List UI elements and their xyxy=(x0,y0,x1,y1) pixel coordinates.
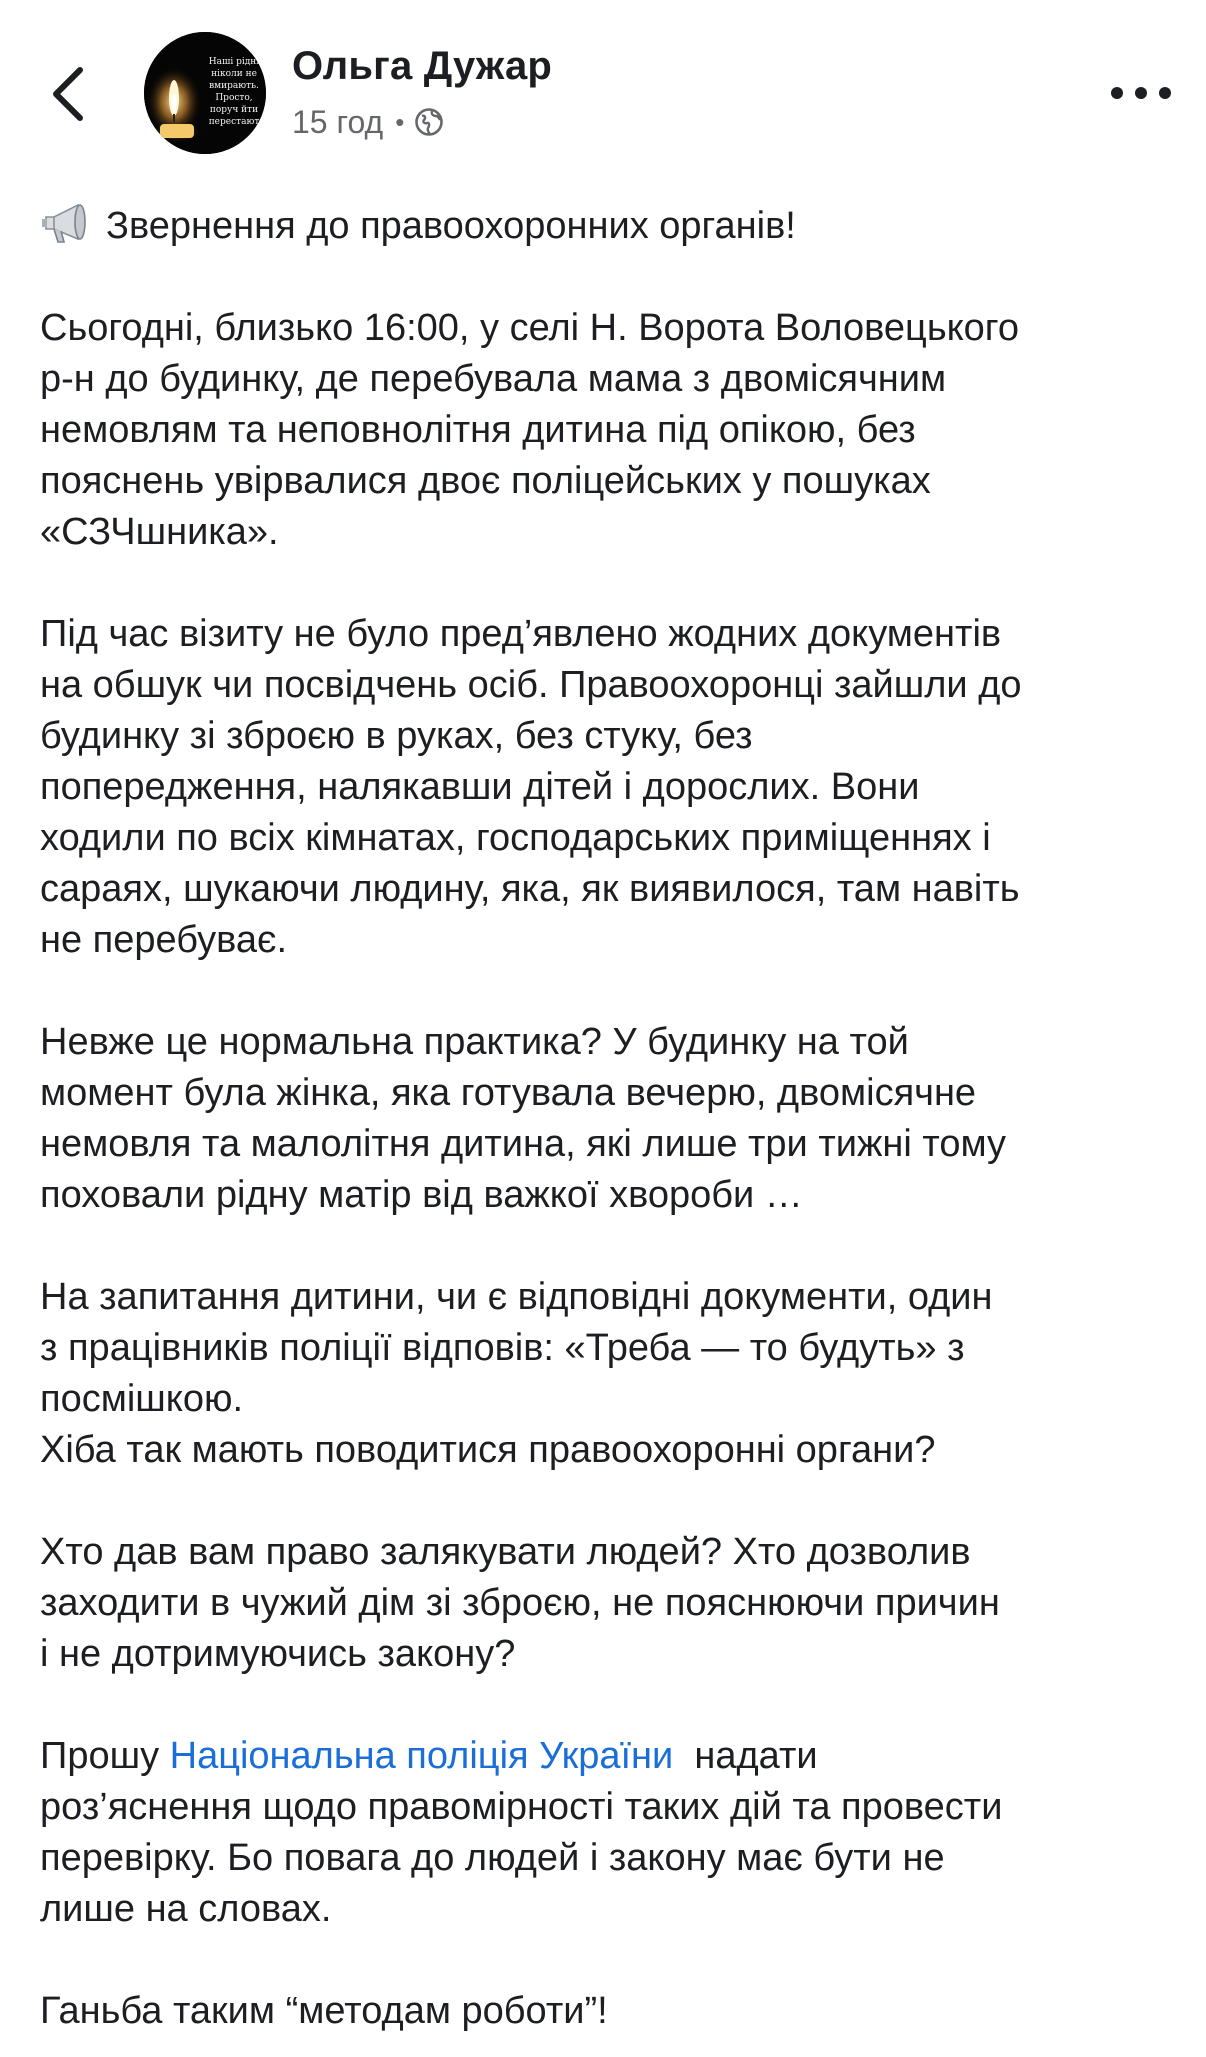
post-body xyxy=(40,200,1180,2037)
post-meta xyxy=(292,104,444,140)
more-options-button[interactable] xyxy=(1108,78,1174,108)
avatar-caption xyxy=(204,56,264,128)
paragraph-line: Хіба так мають поводитися правоохоронні органи? xyxy=(40,1429,936,1471)
avatar-line: перестают xyxy=(208,117,260,127)
paragraph-gap xyxy=(40,1680,1180,1731)
paragraph-line: На запитання дитини, чи є відповідні документи, один xyxy=(40,1276,993,1318)
paragraph-line: немовля та малолітня дитина, які лише три тижні тому xyxy=(40,1123,1007,1165)
author-name[interactable]: Ольга Дужар xyxy=(292,44,553,88)
paragraph-line: Невже це нормальна практика? У будинку на той xyxy=(40,1021,909,1063)
paragraph-line: немовлям та неповнолітня дитина під опікою, без xyxy=(40,409,916,451)
author-avatar[interactable] xyxy=(144,32,266,154)
paragraph-line: будинку зі зброєю в руках, без стуку, без xyxy=(40,715,753,757)
paragraph-line: на обшук чи посвідчень осіб. Правоохоронці зайшли до xyxy=(40,664,1022,706)
post-title-line xyxy=(40,200,1180,252)
paragraph-line: «СЗЧшника». xyxy=(40,511,279,553)
paragraph-line: Під час візиту не було пред’явлено жодних документів xyxy=(40,613,1002,655)
post-title: Звернення до правоохоронних органів! xyxy=(106,205,796,247)
meta-separator: • xyxy=(395,106,405,137)
paragraph-gap xyxy=(40,1935,1180,1986)
paragraph-gap xyxy=(40,1221,1180,1272)
paragraph-line: лише на словах. xyxy=(40,1888,332,1930)
avatar-line: вмирають. xyxy=(209,81,259,91)
request-suffix: надати xyxy=(673,1735,818,1777)
post-header xyxy=(0,0,1206,170)
more-horizontal-icon xyxy=(1108,78,1174,108)
paragraph-line: р-н до будинку, де перебувала мама з двомісячним xyxy=(40,358,947,400)
back-button[interactable] xyxy=(44,58,96,130)
paragraph-line: і не дотримуючись закону? xyxy=(40,1633,516,1675)
paragraph-gap xyxy=(40,558,1180,609)
closing-line: Ганьба таким “методам роботи”! xyxy=(40,1990,608,2032)
paragraph-line: Хто дав вам право залякувати людей? Хто дозволив xyxy=(40,1531,971,1573)
paragraph-line: ходили по всіх кімнатах, господарських приміщеннях і xyxy=(40,817,991,859)
police-page-link[interactable]: Національна поліція України xyxy=(169,1735,674,1777)
avatar-line: ніколи не xyxy=(211,69,257,79)
avatar-line: поруч йти xyxy=(209,105,259,115)
paragraph-gap xyxy=(40,1476,1180,1527)
paragraph-line: сараях, шукаючи людину, яка, як виявилося, там навіть xyxy=(40,868,1020,910)
paragraph-line: пояснень увірвалися двоє поліцейських у пошуках xyxy=(40,460,931,502)
avatar-line: Просто, xyxy=(215,93,253,103)
globe-icon[interactable] xyxy=(414,107,444,137)
avatar-line: Наші рідні xyxy=(208,57,260,67)
post-timestamp[interactable]: 15 год xyxy=(292,103,384,140)
paragraph-line: з працівників поліції відповів: «Треба — то будуть» з xyxy=(40,1327,965,1369)
paragraph-line: заходити в чужий дім зі зброєю, не пояснюючи причин xyxy=(40,1582,1000,1624)
paragraph-line: не перебуває. xyxy=(40,919,287,961)
request-first-line xyxy=(40,1731,1180,1782)
megaphone-icon xyxy=(40,200,92,246)
paragraph-line: перевірку. Бо повага до людей і закону має бути не xyxy=(40,1837,945,1879)
paragraph-line: Сьогодні, близько 16:00, у селі Н. Ворота Воловецького xyxy=(40,307,1019,349)
paragraph-gap xyxy=(40,966,1180,1017)
paragraph-line: момент була жінка, яка готувала вечерю, двомісячне xyxy=(40,1072,977,1114)
paragraph-gap xyxy=(40,252,1180,303)
paragraph-line: роз’яснення щодо правомірності таких дій та провести xyxy=(40,1786,1003,1828)
paragraph-line: посмішкою. xyxy=(40,1378,244,1420)
request-prefix: Прошу xyxy=(40,1735,170,1777)
chevron-left-icon xyxy=(44,58,96,130)
paragraph-line: попередження, налякавши дітей і дорослих. Вони xyxy=(40,766,920,808)
paragraph-line: поховали рідну матір від важкої хвороби … xyxy=(40,1174,803,1216)
